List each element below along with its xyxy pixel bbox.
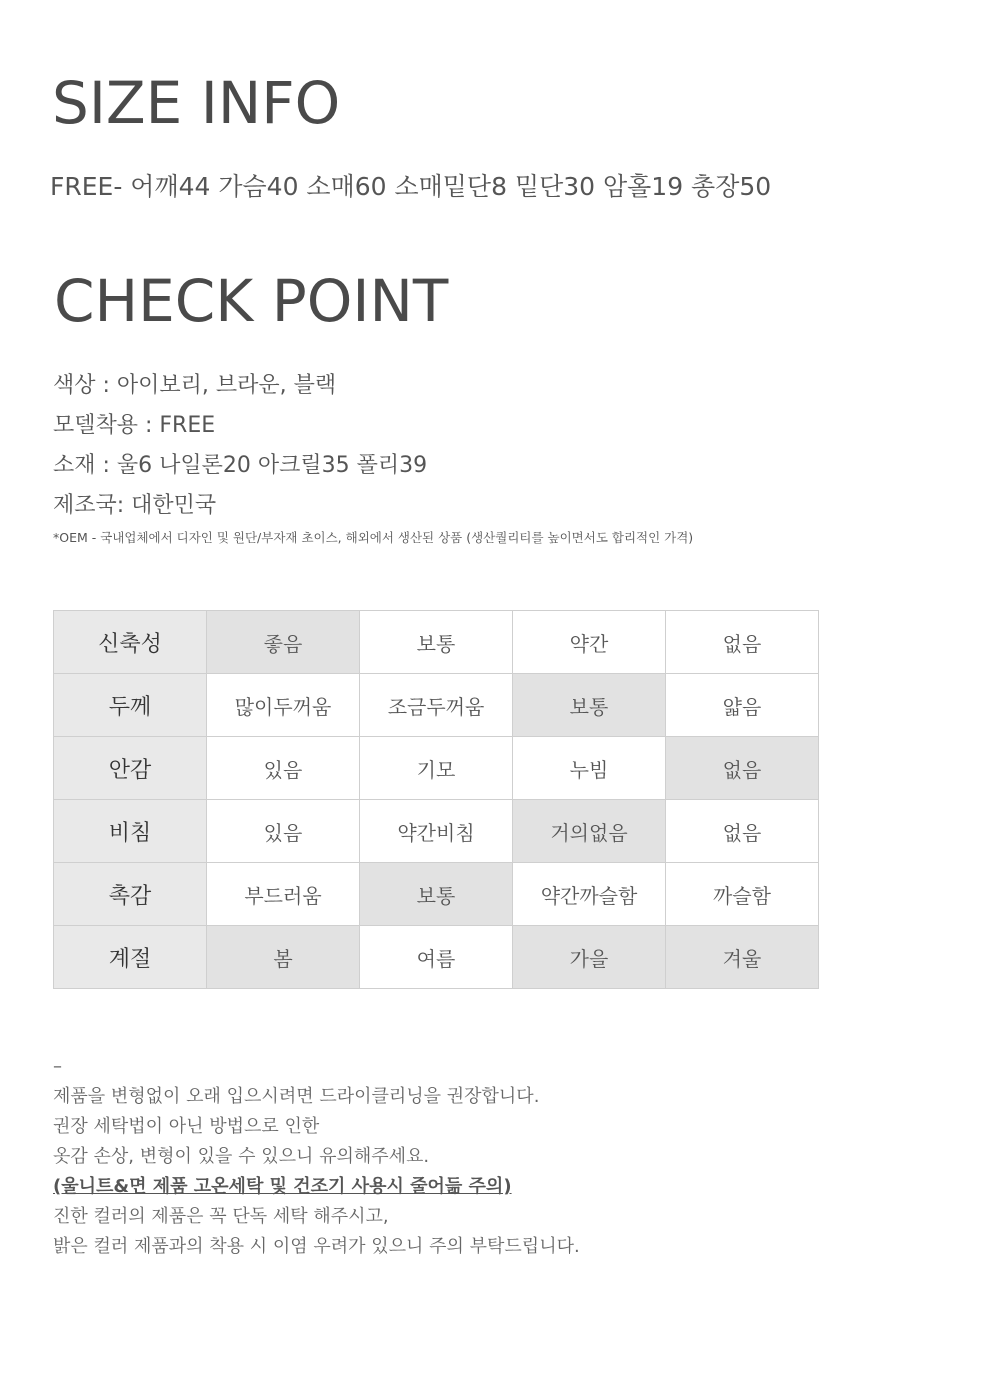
care-note-line: 진한 컬러의 제품은 꼭 단독 세탁 해주시고, <box>53 1206 389 1227</box>
table-row <box>54 611 819 674</box>
table-row <box>54 926 819 989</box>
option-cell: 거의없음 <box>513 800 666 863</box>
option-cell: 기모 <box>360 737 513 800</box>
model-size-info: 모델착용 : FREE <box>53 413 216 438</box>
size-measurements: FREE- 어깨44 가슴40 소매60 소매밑단8 밑단30 암홀19 총장50 <box>50 172 772 201</box>
care-notes <box>53 1052 580 1262</box>
option-cell: 까슬함 <box>666 863 819 926</box>
option-cell: 좋음 <box>207 611 360 674</box>
option-cell: 부드러움 <box>207 863 360 926</box>
row-label: 촉감 <box>54 863 207 926</box>
notes-dash: – <box>53 1056 62 1077</box>
option-cell: 여름 <box>360 926 513 989</box>
row-label: 신축성 <box>54 611 207 674</box>
option-cell: 가을 <box>513 926 666 989</box>
check-point-table <box>53 610 819 989</box>
option-cell: 없음 <box>666 611 819 674</box>
option-cell: 누빔 <box>513 737 666 800</box>
origin-info: 제조국: 대한민국 <box>53 493 217 518</box>
table-row <box>54 863 819 926</box>
row-label: 두께 <box>54 674 207 737</box>
option-cell: 겨울 <box>666 926 819 989</box>
color-info: 색상 : 아이보리, 브라운, 블랙 <box>53 373 337 398</box>
option-cell: 봄 <box>207 926 360 989</box>
check-point-title: CHECK POINT <box>54 267 449 335</box>
option-cell: 있음 <box>207 800 360 863</box>
option-cell: 약간비침 <box>360 800 513 863</box>
table-row <box>54 674 819 737</box>
option-cell: 보통 <box>360 863 513 926</box>
row-label: 안감 <box>54 737 207 800</box>
size-info-title: SIZE INFO <box>52 69 341 137</box>
care-note-line: 권장 세탁법이 아닌 방법으로 인한 <box>53 1116 320 1137</box>
oem-note: *OEM - 국내업체에서 디자인 및 원단/부자재 초이스, 해외에서 생산된 상품 (생산퀄리티를 높이면서도 합리적인 가격) <box>53 530 694 545</box>
option-cell: 약간까슬함 <box>513 863 666 926</box>
option-cell: 얇음 <box>666 674 819 737</box>
care-note-line: 옷감 손상, 변형이 있을 수 있으니 유의해주세요. <box>53 1146 430 1167</box>
row-label: 비침 <box>54 800 207 863</box>
shrink-warning: (울니트&면 제품 고온세탁 및 건조기 사용시 줄어듦 주의) <box>53 1176 512 1197</box>
option-cell: 없음 <box>666 800 819 863</box>
product-info-list <box>53 366 427 526</box>
material-info: 소재 : 울6 나일론20 아크릴35 폴리39 <box>53 453 428 478</box>
option-cell: 있음 <box>207 737 360 800</box>
table-row <box>54 800 819 863</box>
table-row <box>54 737 819 800</box>
option-cell: 없음 <box>666 737 819 800</box>
option-cell: 많이두꺼움 <box>207 674 360 737</box>
option-cell: 보통 <box>513 674 666 737</box>
row-label: 계절 <box>54 926 207 989</box>
care-note-line: 밝은 컬러 제품과의 착용 시 이염 우려가 있으니 주의 부탁드립니다. <box>53 1236 580 1257</box>
care-note-line: 제품을 변형없이 오래 입으시려면 드라이클리닝을 권장합니다. <box>53 1086 540 1107</box>
option-cell: 조금두꺼움 <box>360 674 513 737</box>
option-cell: 약간 <box>513 611 666 674</box>
option-cell: 보통 <box>360 611 513 674</box>
